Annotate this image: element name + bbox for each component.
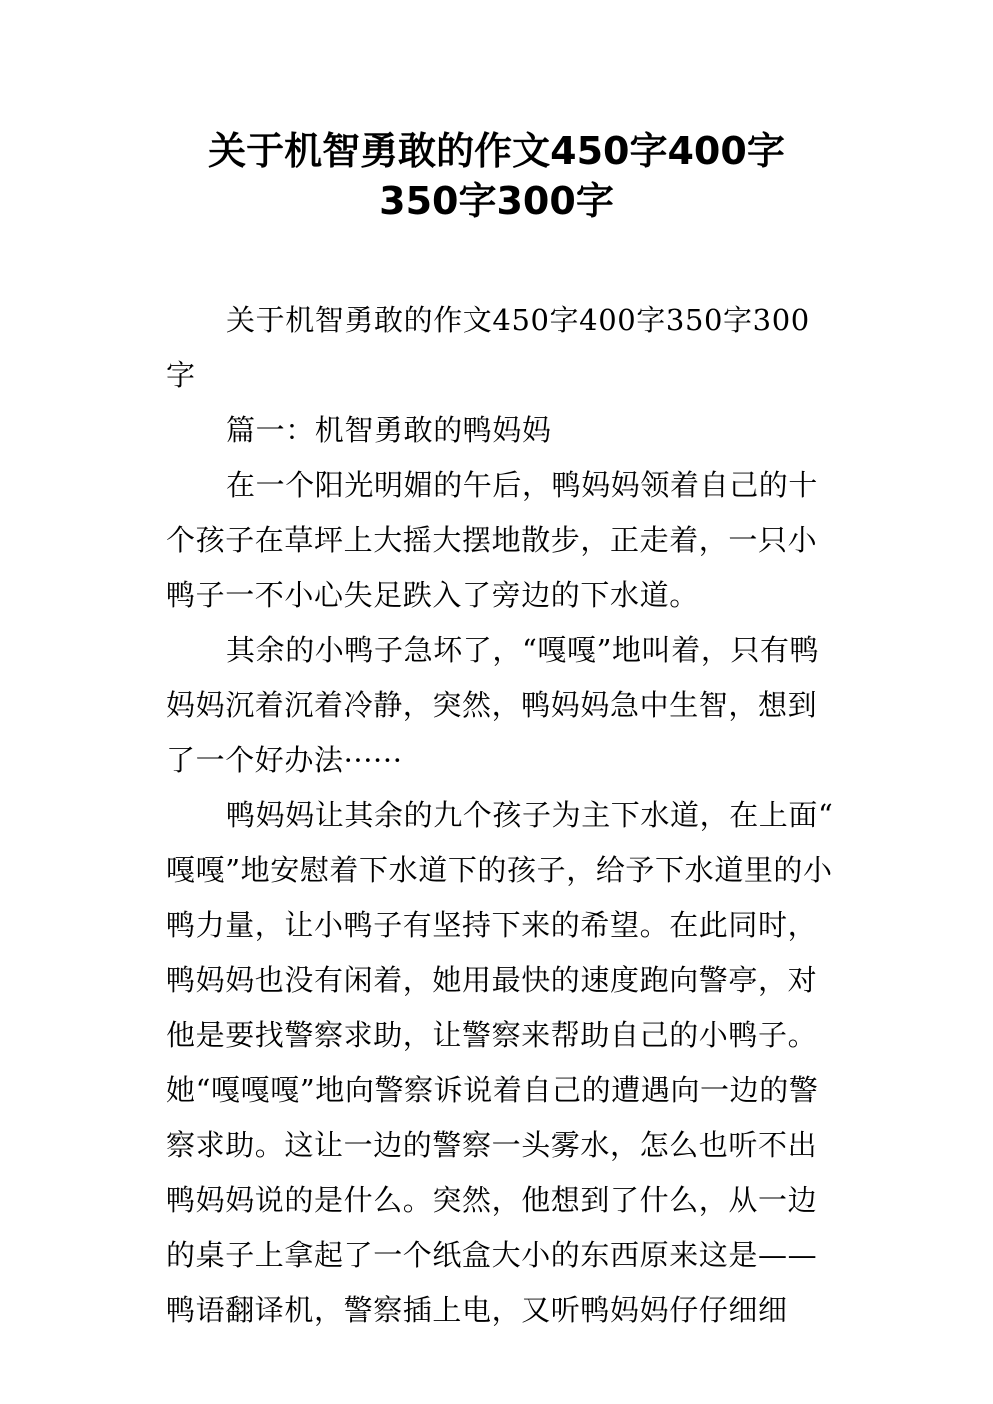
document-title-line-1: 关于机智勇敢的作文450字400字: [208, 129, 785, 173]
paragraph: 其余的小鸭子急坏了，“嘎嘎”地叫着，只有鸭妈妈沉着沉着冷静，突然，鸭妈妈急中生智，想到了一个好办法······: [166, 633, 820, 777]
paragraph: 在一个阳光明媚的午后，鸭妈妈领着自己的十个孩子在草坪上大摇大摆地散步，正走着，一只小鸭子一不小心失足跌入了旁边的下水道。: [166, 468, 819, 612]
paragraph-section-title: 篇一：机智勇敢的鸭妈妈: [226, 413, 552, 447]
document-title-line-2: 350字300字: [379, 179, 614, 223]
document-body: [166, 293, 836, 1338]
paragraph: 鸭妈妈让其余的九个孩子为主下水道，在上面“嘎嘎”地安慰着下水道下的孩子，给予下水道里的小鸭力量，让小鸭子有坚持下来的希望。在此同时，鸭妈妈也没有闲着，她用最快的速度跑向警亭，对他是要找警察求助，让警察来帮助自己的小鸭子。她“嘎嘎嘎”地向警察诉说着自己的遭遇向一边的警察求助。这让一边的警察一头雾水，怎么也听不出鸭妈妈说的是什么。突然，他想到了什么，从一边的桌子上拿起了一个纸盒大小的东西原来这是——鸭语翻译机，警察插上电，又听鸭妈妈仔仔细细: [166, 798, 834, 1327]
paragraph-heading-repeat: 关于机智勇敢的作文450字400字350字300字: [166, 303, 810, 392]
